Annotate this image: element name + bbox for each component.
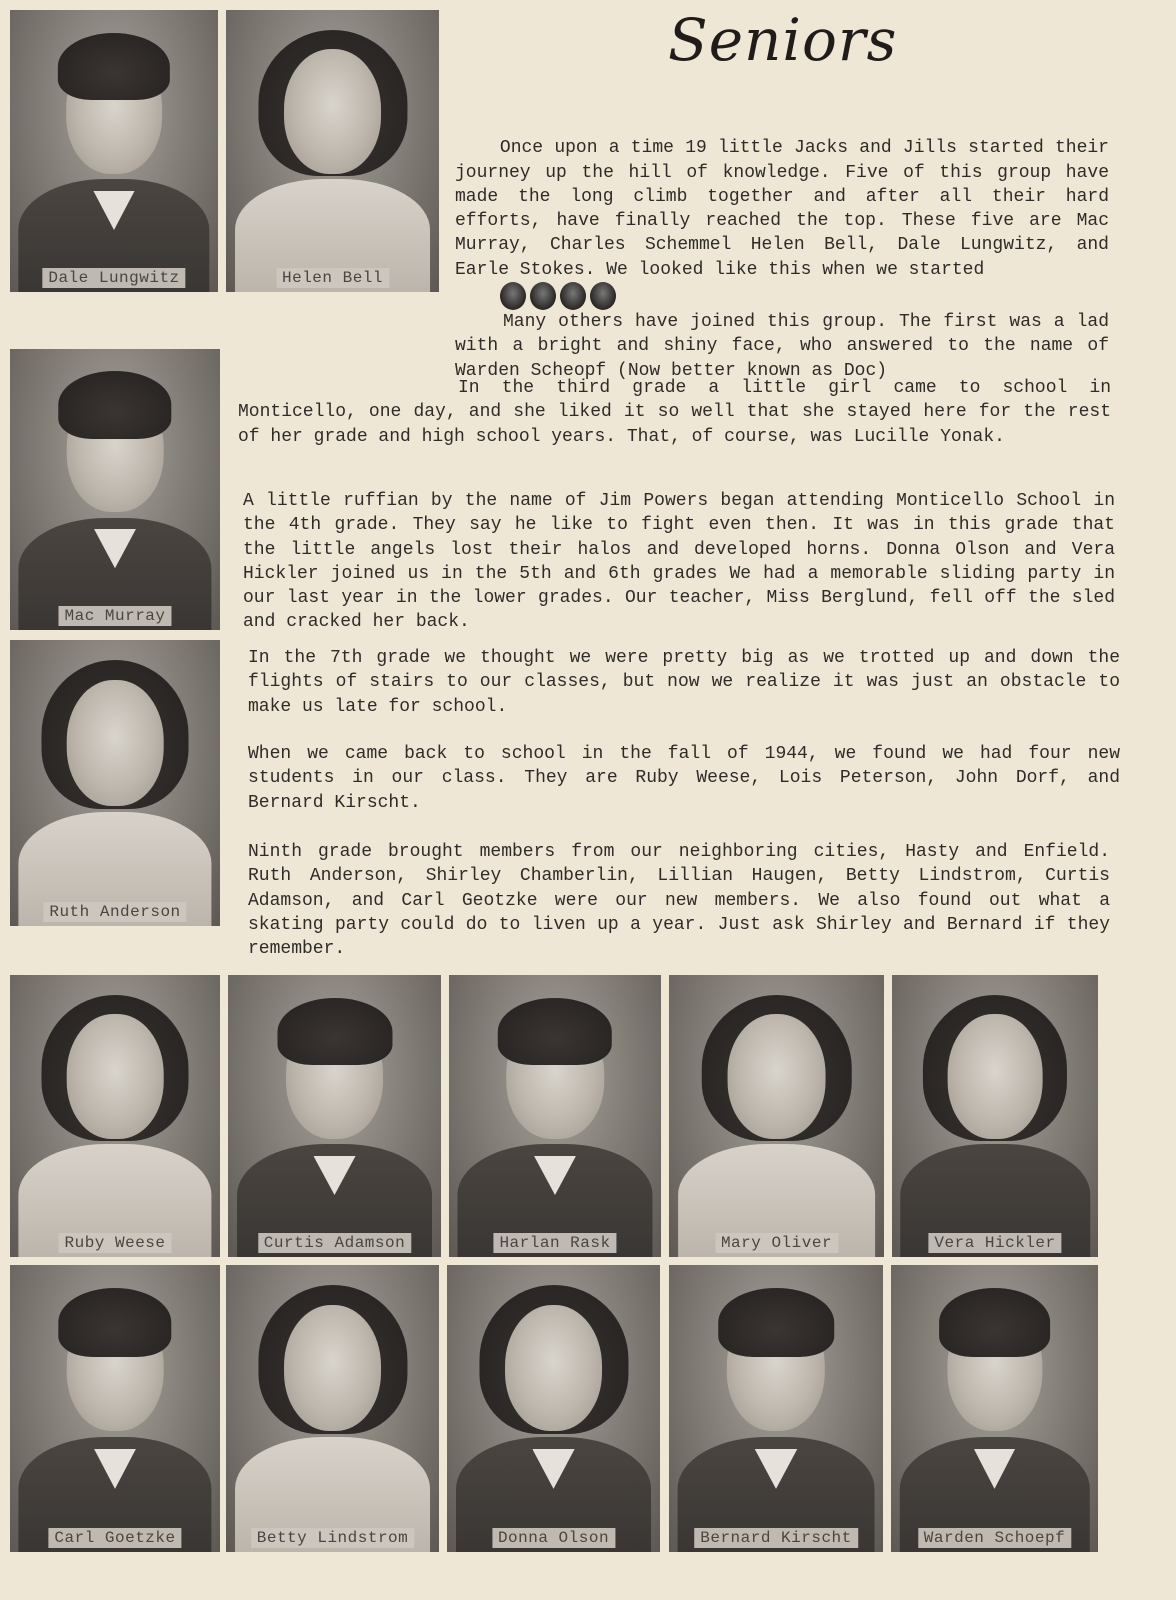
paragraph-1b-text: Many others have joined this group. The first was a lad with a bright and shiny face, who answered to the name of Warden Scheopf (Now better known as Doc) [455,312,1120,381]
portrait-curtis-adamson [228,975,441,1257]
paragraph-1-text: Once upon a time 19 little Jacks and Jills started their journey up the hill of knowledge. Five of this group have made the long climb together and after all their hard efforts, have finally reached the top. These five are Mac Murray, Charles Schemmel Helen Bell, Dale Lungwitz, and Earle Stokes. We looked like this when we started [455,138,1120,280]
portrait-vera-hickler [892,975,1098,1257]
portrait-bernard-kirscht [669,1265,883,1552]
paragraph-2: In the third grade a little girl came to school in Monticello, one day, and she liked it so well that she stayed here for the rest of her grade and high school years. That, of course, was Lucille Yonak. [238,378,1122,447]
portrait-carl-goetzke [10,1265,220,1552]
portrait-mac-murray [10,349,220,630]
portrait-caption: Ruby Weese [58,1233,171,1253]
portrait-caption: Mac Murray [58,606,171,626]
portrait-ruth-anderson [10,640,220,926]
paragraph-5: When we came back to school in the fall of 1944, we found we had four new students in our class. They are Ruby Weese, Lois Peterson, John Dorf, and Bernard Kirscht. [248,744,1131,813]
portrait-caption: Curtis Adamson [258,1233,411,1253]
portrait-caption: Betty Lindstrom [251,1528,415,1548]
portrait-caption: Harlan Rask [493,1233,616,1253]
portrait-helen-bell [226,10,439,292]
portrait-warden-schoepf [891,1265,1098,1552]
paragraph-6: Ninth grade brought members from our neighboring cities, Hasty and Enfield. Ruth Anderson, Shirley Chamberlin, Lillian Haugen, Betty Lindstrom, Curtis Adamson, and Carl Geotzke were our new members. We also found out what a skating party could do to liven up a year. Just ask Shirley and Bernard if they remember. [248,842,1121,960]
portrait-mary-oliver [669,975,884,1257]
baby-faces-icon [498,282,618,310]
portrait-caption: Carl Goetzke [48,1528,181,1548]
portrait-dale-lungwitz [10,10,218,292]
portrait-caption: Bernard Kirscht [694,1528,858,1548]
portrait-betty-lindstrom [226,1265,439,1552]
portrait-caption: Dale Lungwitz [42,268,185,288]
portrait-caption: Helen Bell [276,268,389,288]
paragraph-4: In the 7th grade we thought we were pretty big as we trotted up and down the flights of stairs to our classes, but now we realize it was just an obstacle to make us late for school. [248,648,1131,717]
portrait-caption: Mary Oliver [715,1233,838,1253]
paragraph-1 [455,112,1120,407]
page-title: Seniors [668,6,898,74]
paragraph-3: A little ruffian by the name of Jim Powers began attending Monticello School in the 4th grade. They say he like to fight even then. It was in this grade that the little angels lost their halos and developed horns. Donna Olson and Vera Hickler joined us in the 5th and 6th grades We had a memorable sliding party in our last year in the lower grades. Our teacher, Miss Berglund, fell off the sled and cracked her back. [243,491,1126,633]
portrait-caption: Vera Hickler [928,1233,1061,1253]
portrait-harlan-rask [449,975,661,1257]
portrait-ruby-weese [10,975,220,1257]
portrait-caption: Ruth Anderson [43,902,186,922]
portrait-donna-olson [447,1265,660,1552]
portrait-caption: Warden Schoepf [918,1528,1071,1548]
portrait-caption: Donna Olson [492,1528,615,1548]
